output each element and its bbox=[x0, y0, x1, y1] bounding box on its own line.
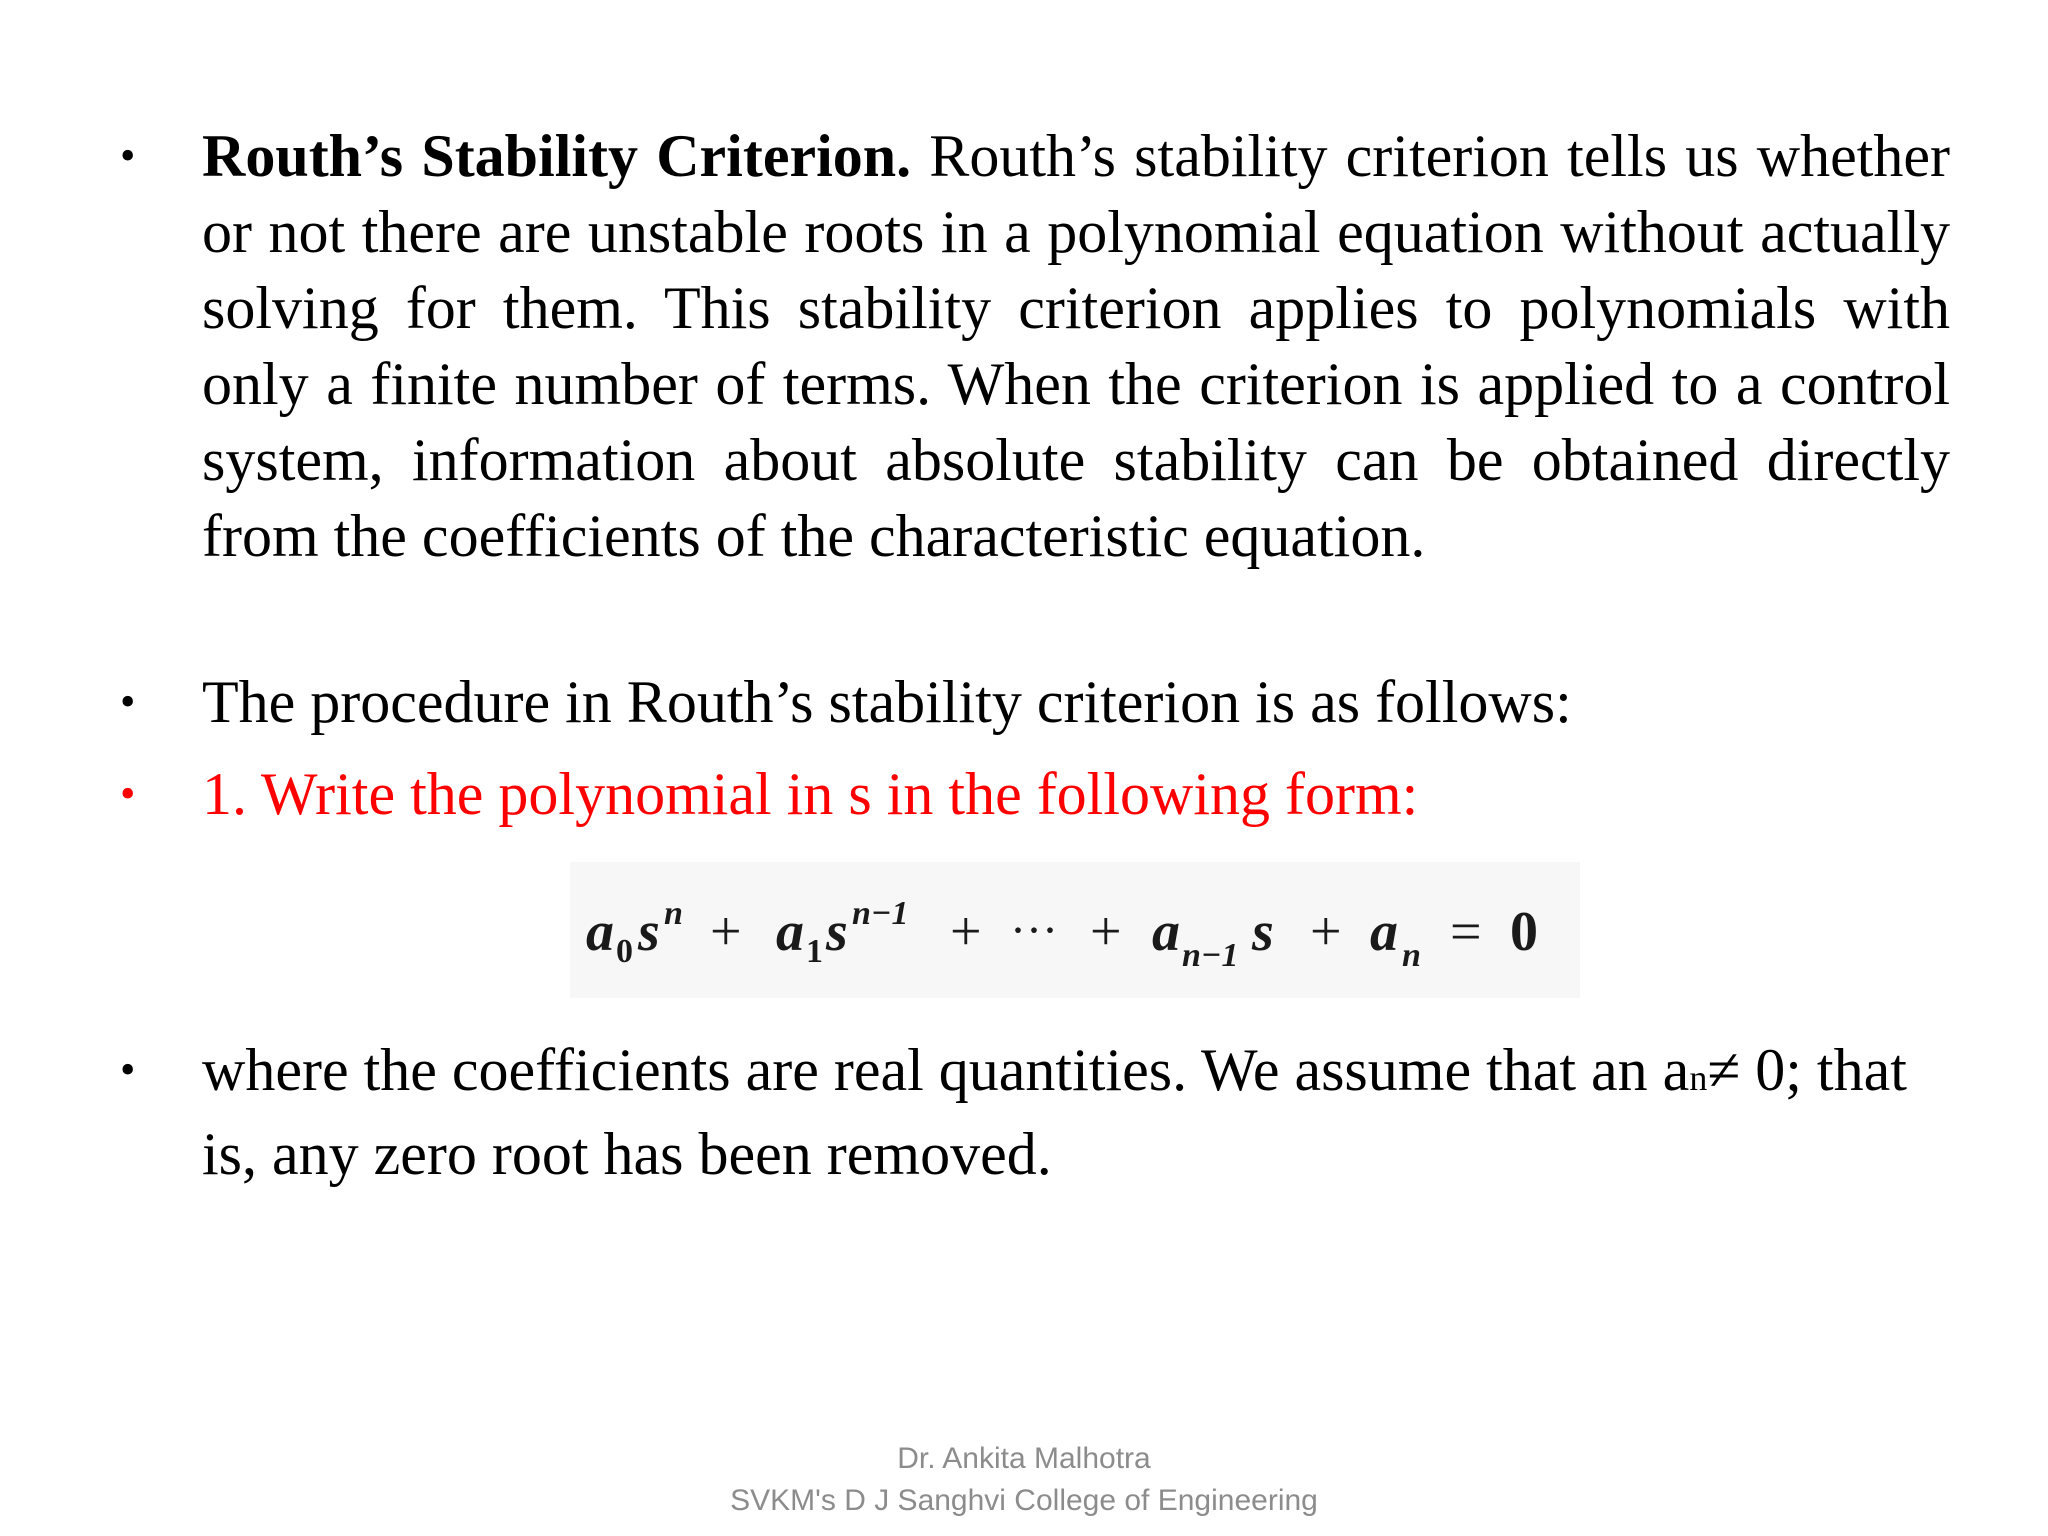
polynomial-equation bbox=[570, 862, 1580, 998]
eq-term3-sub: n−1 bbox=[1182, 937, 1239, 974]
bullet-coefficients bbox=[120, 1032, 1950, 1192]
bullet-marker: • bbox=[120, 677, 136, 726]
bullet-step-1 bbox=[120, 756, 1950, 836]
eq-term3-coef: a bbox=[1152, 901, 1180, 963]
eq-term2-var: s bbox=[826, 901, 848, 963]
eq-plus: + bbox=[1310, 901, 1342, 963]
eq-term2-sub: 1 bbox=[806, 933, 823, 970]
bullet-subscript: n bbox=[1689, 1058, 1708, 1098]
bullet-text: 1. Write the polynomial in s in the following form: bbox=[202, 761, 1419, 827]
eq-plus: + bbox=[950, 901, 982, 963]
bullet-marker: • bbox=[120, 769, 136, 818]
eq-term3-var: s bbox=[1252, 901, 1274, 963]
eq-plus: + bbox=[1090, 901, 1122, 963]
eq-term2-exp: n−1 bbox=[852, 895, 909, 932]
eq-term1-var: s bbox=[638, 901, 660, 963]
eq-ellipsis: ··· bbox=[1010, 904, 1058, 957]
bullet-body bbox=[202, 118, 1950, 574]
eq-term4-coef: a bbox=[1370, 901, 1398, 963]
bullet-title: Routh’s Stability Criterion. bbox=[202, 123, 912, 189]
bullet-body bbox=[202, 1032, 1950, 1192]
eq-term1-sub: 0 bbox=[616, 933, 633, 970]
footer-institution: SVKM's D J Sanghvi College of Engineering bbox=[730, 1484, 1318, 1517]
eq-rhs: 0 bbox=[1510, 901, 1538, 963]
eq-term1-exp: n bbox=[664, 895, 683, 932]
bullet-routh-criterion bbox=[120, 118, 1950, 658]
footer-author: Dr. Ankita Malhotra bbox=[897, 1442, 1151, 1475]
bullet-procedure-intro bbox=[120, 664, 1950, 744]
bullet-marker: • bbox=[120, 1045, 136, 1094]
bullet-text: The procedure in Routh’s stability criterion is as follows: bbox=[202, 669, 1572, 735]
bullet-text-before: where the coefficients are real quantities. We assume that an a bbox=[202, 1037, 1690, 1103]
eq-term4-sub: n bbox=[1402, 937, 1421, 974]
eq-plus: + bbox=[710, 901, 742, 963]
bullet-text: Routh’s stability criterion tells us whether or not there are unstable roots in a polynomial equation without actually solving for them. This stability criterion applies to polynomials with only a finite number of terms. When the criterion is applied to a control system, information about absolute stability can be obtained directly from the coefficients of the characteristic equation. bbox=[202, 123, 1950, 569]
eq-term2-coef: a bbox=[776, 901, 804, 963]
eq-term1-coef: a bbox=[586, 901, 614, 963]
bullet-marker: • bbox=[120, 131, 136, 180]
bullet-text-after: ≠ 0; that is, any zero root has been removed. bbox=[202, 1037, 1907, 1187]
eq-equals: = bbox=[1450, 901, 1482, 963]
